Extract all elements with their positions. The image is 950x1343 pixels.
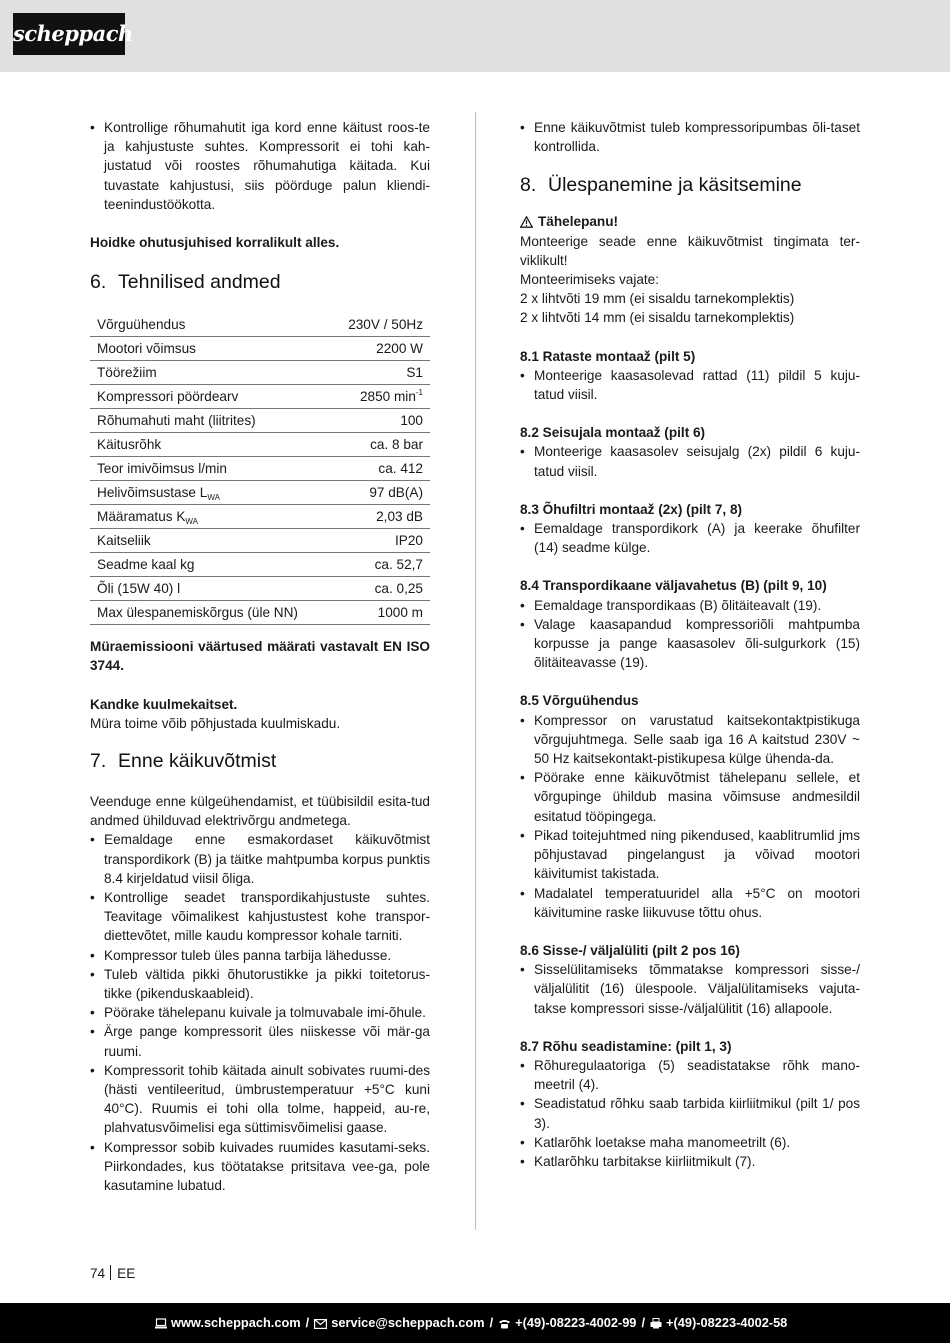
email-icon [314, 1319, 327, 1329]
noise-emission-note: Müraemissiooni väärtused määrati vastavalt EN ISO 3744. [90, 639, 430, 674]
list-item: • Sisselülitamiseks tõmmatakse kompressori sisse-/ väljalülitit (16) ülespoole. Väljalülitamiseks vajuta-takse kompressori sisse-/väljalülitit (16) allapoole. [520, 960, 860, 1018]
spec-value: ca. 8 bar [331, 433, 430, 457]
footer-separator: / [641, 1315, 645, 1330]
spec-value: S1 [331, 361, 430, 385]
warning-triangle-icon [520, 216, 533, 228]
spec-value: 1000 m [331, 601, 430, 625]
hearing-protection-title: Kandke kuulmekaitset. [90, 696, 238, 712]
table-row [90, 553, 430, 577]
list-item: • Kompressorit tohib käitada ainult sobivates ruumi-des (hästi ventileeritud, ümbrustemperatuur +5°C kuni 40°C). Ruumis ei tohi olla tolme, happeid, au-re, plahvatusvõimelisi ega süttimisvõimelisi gaase. [90, 1061, 430, 1138]
spec-value: 2200 W [331, 337, 430, 361]
phone-icon [498, 1319, 511, 1329]
page-number-value: 74 [90, 1266, 106, 1281]
fax-icon [650, 1318, 662, 1329]
warning-title-text: Tähelepanu! [538, 214, 619, 230]
list-item: • Seadistatud rõhku saab tarbida kiirliitmikul (pilt 1/ pos 3). [520, 1094, 860, 1132]
list-item: • Enne käikuvõtmist tuleb kompressoripumbas õli-taset kontrollida. [520, 118, 860, 156]
list-item: • Kontrollige seadet transpordikahjustuste suhtes. Teavitage võimalikest kahjustustest kohe transpor-diettevõtet, mille kaudu kompressor kohale tarniti. [90, 888, 430, 946]
list-item: • Katlarõhku tarbitakse kiirliitmikult (7). [520, 1152, 860, 1171]
computer-icon [155, 1318, 167, 1329]
subsection-heading: 8.1 Rataste montaaž (pilt 5) [520, 348, 696, 364]
warning-line: Monteerige seade enne käikuvõtmist tingimata ter-viklikult! [520, 233, 860, 268]
table-row [90, 577, 430, 601]
scheppach-logo: scheppach [13, 13, 125, 55]
footer-separator: / [489, 1315, 494, 1330]
spec-value: ca. 0,25 [331, 577, 430, 601]
left-column [90, 118, 430, 1195]
section-8-heading [520, 173, 860, 197]
spec-label: Rõhumahuti maht (liitrites) [90, 409, 331, 433]
footer-phone: +(49)-08223-4002-99 [515, 1315, 637, 1330]
subsection-bullet-list [520, 1056, 860, 1171]
table-row [90, 409, 430, 433]
list-item: • Rõhuregulaatoriga (5) seadistatakse rõhk mano-meetril (4). [520, 1056, 860, 1094]
section-number: 6. [90, 271, 107, 294]
list-item: • Monteerige kaasasolevad rattad (11) pildil 5 kuju-tatud viisil. [520, 366, 860, 404]
subsection-bullet-list [520, 596, 860, 673]
list-item: • Katlarõhk loetakse maha manomeetrilt (6). [520, 1133, 860, 1152]
list-item: • Kompressor on varustatud kaitsekontaktpistikuga võrgujuhtmega. Selle saab iga 16 A kaitstud 230V ~ 50 Hz kaitsekontakt-pistikupesa külge ühenda-da. [520, 711, 860, 769]
table-row [90, 433, 430, 457]
list-item: • Madalatel temperatuuridel alla +5°C on mootori käivitumine raske liikuvuse tõttu ohus. [520, 884, 860, 922]
footer-fax: +(49)-08223-4002-58 [666, 1315, 788, 1330]
oil-check-bullet-list [520, 118, 860, 156]
subsection-bullet-list [520, 711, 860, 922]
section-7-bullet-list [90, 830, 430, 1195]
spec-label: Max ülespanemiskõrgus (üle NN) [90, 601, 331, 625]
spec-label: Kompressori pöördearv [90, 385, 331, 409]
section-number: 8. [520, 174, 537, 197]
list-item: • Tuleb vältida pikki õhutorustikke ja pikki toitetorus-tikke (pikenduskaableid). [90, 965, 430, 1003]
warning-line: Monteerimiseks vajate: [520, 272, 660, 288]
section-title: Enne käikuvõtmist [118, 750, 277, 773]
spec-label: Õli (15W 40) l [90, 577, 331, 601]
table-row [90, 337, 430, 361]
subsection-heading: 8.5 Võrguühendus [520, 693, 639, 709]
section-6-heading [90, 270, 430, 294]
subsection-bullet-list [520, 519, 860, 557]
section-title: Ülespanemine ja käsitsemine [548, 174, 802, 197]
list-item: • Pöörake tähelepanu kuivale ja tolmuvabale imi-õhule. [90, 1003, 430, 1022]
section-number: 7. [90, 750, 107, 773]
spec-label: Teor imivõimsus l/min [90, 457, 331, 481]
list-item: • Kontrollige rõhumahutit iga kord enne käitust roos-te ja kahjustuste suhtes. Kompressorit ei tohi kah-justatud või roostes rõhumahutiga käitada. Kui tuvastate kahjustusi, siis pöörduge palun kliendi-teenindustöökotta. [90, 118, 430, 214]
hearing-protection-text: Müra toime võib põhjustada kuulmiskadu. [90, 715, 341, 731]
spec-label: Kaitseliik [90, 529, 331, 553]
subsection-heading: 8.6 Sisse-/ väljalüliti (pilt 2 pos 16) [520, 942, 740, 958]
spec-label: Määramatus $K_{WA}$ [90, 505, 331, 529]
spec-label: Võrguühendus [90, 313, 331, 337]
subsection-bullet-list [520, 442, 860, 480]
spec-value: 230V / 50Hz [331, 313, 430, 337]
spec-label: Seadme kaal kg [90, 553, 331, 577]
column-divider [475, 112, 476, 1230]
spec-value: 2,03 dB [331, 505, 430, 529]
spec-value: ca. 412 [331, 457, 430, 481]
footer-website: www.scheppach.com [171, 1315, 301, 1330]
warning-line: 2 x lihtvõti 14 mm (ei sisaldu tarnekomplektis) [520, 310, 795, 326]
footer-email: service@scheppach.com [331, 1315, 485, 1330]
section-title: Tehnilised andmed [118, 271, 281, 294]
subsection-heading: 8.2 Seisujala montaaž (pilt 6) [520, 425, 706, 441]
table-row [90, 505, 430, 529]
warning-line: 2 x lihtvõti 19 mm (ei sisaldu tarnekomplektis) [520, 291, 795, 307]
table-row [90, 313, 430, 337]
spec-value: 100 [331, 409, 430, 433]
table-row [90, 385, 430, 409]
warning-title [520, 212, 860, 231]
subsection-heading: 8.4 Transpordikaane väljavahetus (B) (pilt 9, 10) [520, 578, 827, 594]
spec-label: Käitusrõhk [90, 433, 331, 457]
list-item: • Eemaldage transpordikaas (B) õlitäiteavalt (19). [520, 596, 860, 615]
right-column [520, 118, 860, 1171]
spec-label: Helivõimsustase $L_{WA}$ [90, 481, 331, 505]
section-7-intro: Veenduge enne külgeühendamist, et tüübisildil esita-tud andmed ühilduvad elektrivõrgu andmetega. [90, 794, 430, 829]
list-item: • Valage kaasapandud kompressoriõli mahtpumba korpusse ja pange kaasasolev õli-sulgurkork (15) õlitäiteavasse (19). [520, 615, 860, 673]
keep-instructions-note: Hoidke ohutusjuhised korralikult alles. [90, 235, 340, 251]
footer-separator: / [305, 1315, 310, 1330]
table-row [90, 457, 430, 481]
list-item: • Kompressor sobib kuivades ruumides kasutami-seks. Piirkondades, kus töötatakse pritsitava vee-ga, pole kasutamine lubatud. [90, 1138, 430, 1196]
spec-value: 97 dB(A) [331, 481, 430, 505]
spec-label: Mootori võimsus [90, 337, 331, 361]
section-8-subsections [520, 328, 860, 1172]
list-item: • Ärge pange kompressorit üles niiskesse või mär-ga ruumi. [90, 1022, 430, 1060]
spec-label: Töörežiim [90, 361, 331, 385]
list-item: • Monteerige kaasasolev seisujalg (2x) pildil 6 kuju-tatud viisil. [520, 442, 860, 480]
table-row [90, 601, 430, 625]
spec-value: IP20 [331, 529, 430, 553]
list-item: • Eemaldage enne esmakordaset käikuvõtmist transpordikork (B) ja täitke mahtpumba korpus punktis 8.4 kirjeldatud viisil õliga. [90, 830, 430, 888]
list-item: • Pöörake enne käikuvõtmist tähelepanu sellele, et võrgupinge ühildub masina võimsuse andmesildil esitatud tööpingega. [520, 768, 860, 826]
page-number [90, 1264, 135, 1283]
subsection-heading: 8.7 Rõhu seadistamine: (pilt 1, 3) [520, 1038, 732, 1054]
section-7-heading [90, 749, 430, 773]
table-row [90, 529, 430, 553]
table-row [90, 361, 430, 385]
subsection-heading: 8.3 Õhufiltri montaaž (2x) (pilt 7, 8) [520, 501, 743, 517]
list-item: • Eemaldage transpordikork (A) ja keerake õhufilter (14) seadme külge. [520, 519, 860, 557]
list-item: • Pikad toitejuhtmed ning pikendused, kaablitrumlid jms põhjustavad pingelangust ja võivad mootori käivitumist takistada. [520, 826, 860, 884]
spec-value: 2850 $\min^{-1}$ [331, 385, 430, 409]
technical-data-table [90, 313, 430, 625]
page-language: EE [117, 1266, 136, 1281]
page-footer [0, 1303, 950, 1343]
subsection-bullet-list [520, 366, 860, 404]
intro-bullet-list [90, 118, 430, 214]
table-row [90, 481, 430, 505]
subsection-bullet-list [520, 960, 860, 1018]
list-item: • Kompressor tuleb üles panna tarbija lähedusse. [90, 946, 430, 965]
spec-value: ca. 52,7 [331, 553, 430, 577]
page-header [0, 0, 950, 72]
page-number-divider [110, 1265, 111, 1280]
